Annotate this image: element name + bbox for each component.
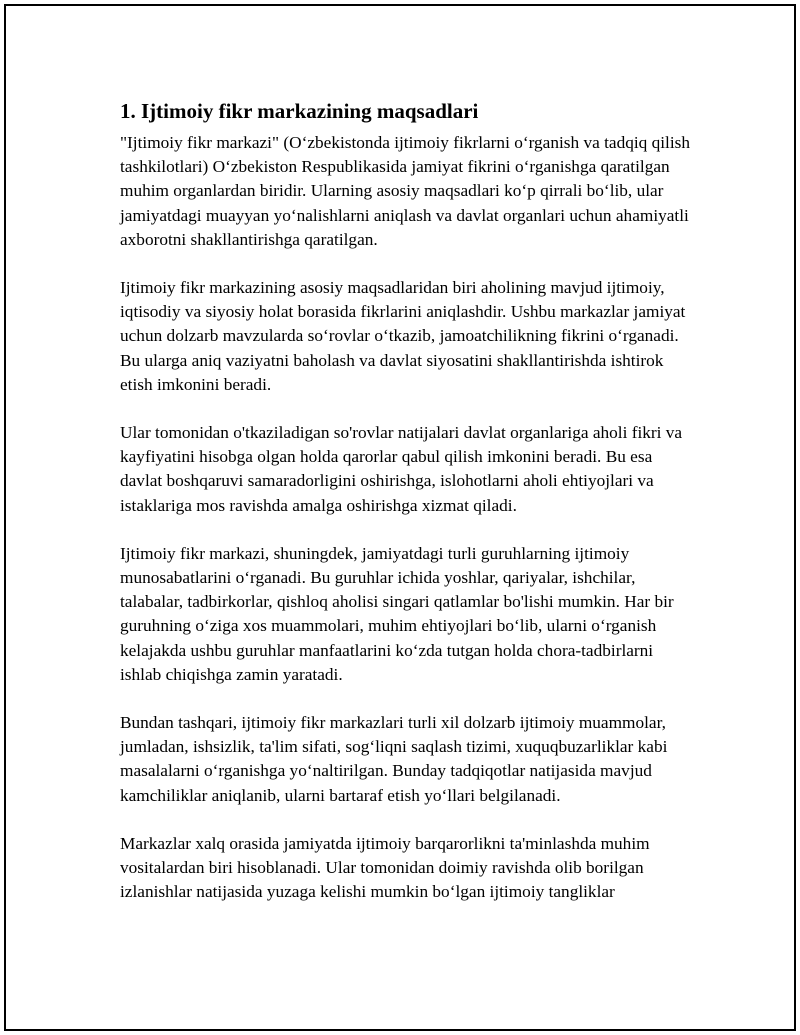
section-heading: 1. Ijtimoiy fikr markazining maqsadlari (120, 99, 479, 123)
paragraph: Ijtimoiy fikr markazi, shuningdek, jamiyatdagi turli guruhlarning ijtimoiy munosabatlarini o‘rganadi. Bu guruhlar ichida yoshlar, qariyalar, ishchilar, talabalar, tadbirkorlar, qishloq aholisi singari qatlamlar bo'lishi mumkin. Har bir guruhning o‘ziga xos muammolari, muhim ehtiyojlari bo‘lib, ularni o‘rganish kelajakda ushbu guruhlar manfaatlarini ko‘zda tutgan holda chora-tadbirlarni ishlab chiqishga zamin yaratadi. (120, 543, 674, 684)
paragraph: Bundan tashqari, ijtimoiy fikr markazlari turli xil dolzarb ijtimoiy muammolar, jumladan, ishsizlik, ta'lim sifati, sog‘liqni saqlash tizimi, xuquqbuzarliklar kabi masalalarni o‘rganishga yo‘naltirilgan. Bunday tadqiqotlar natijasida mavjud kamchiliklar aniqlanib, ularni bartaraf etish yo‘llari belgilanadi. (120, 713, 668, 805)
document-body (120, 96, 695, 928)
paragraph: Markazlar xalq orasida jamiyatda ijtimoiy barqarorlikni ta'minlashda muhim vositalardan biri hisoblanadi. Ular tomonidan doimiy ravishda olib borilgan izlanishlar natijasida yuzaga kelishi mumkin bo‘lgan ijtimoiy tangliklar (120, 833, 650, 902)
paragraph: "Ijtimoiy fikr markazi" (O‘zbekistonda ijtimoiy fikrlarni o‘rganish va tadqiq qilish tashkilotlari) O‘zbekiston Respublikasida jamiyat fikrini o‘rganishga qaratilgan muhim organlardan biridir. Ularning asosiy maqsadlari ko‘p qirrali bo‘lib, ular jamiyatdagi muayyan yo‘nalishlarni aniqlash va davlat organlari uchun ahamiyatli axborotni shakllantirishga qaratilgan. (120, 133, 691, 249)
paragraph: Ijtimoiy fikr markazining asosiy maqsadlaridan biri aholining mavjud ijtimoiy, iqtisodiy va siyosiy holat borasida fikrlarini aniqlashdir. Ushbu markazlar jamiyat uchun dolzarb mavzularda so‘rovlar o‘tkazib, jamoatchilikning fikrini o‘rganadi. Bu ularga aniq vaziyatni baholash va davlat siyosatini shakllantirishda ishtirok etish imkonini beradi. (120, 278, 686, 394)
paragraph: Ular tomonidan o'tkaziladigan so'rovlar natijalari davlat organlariga aholi fikri va kayfiyatini hisobga olgan holda qarorlar qabul qilish imkonini beradi. Bu esa davlat boshqaruvi samaradorligini oshirishga, islohotlarni aholi ehtiyojlari va istaklariga mos ravishda amalga oshirishga xizmat qiladi. (120, 423, 683, 515)
page-frame (4, 4, 796, 1031)
